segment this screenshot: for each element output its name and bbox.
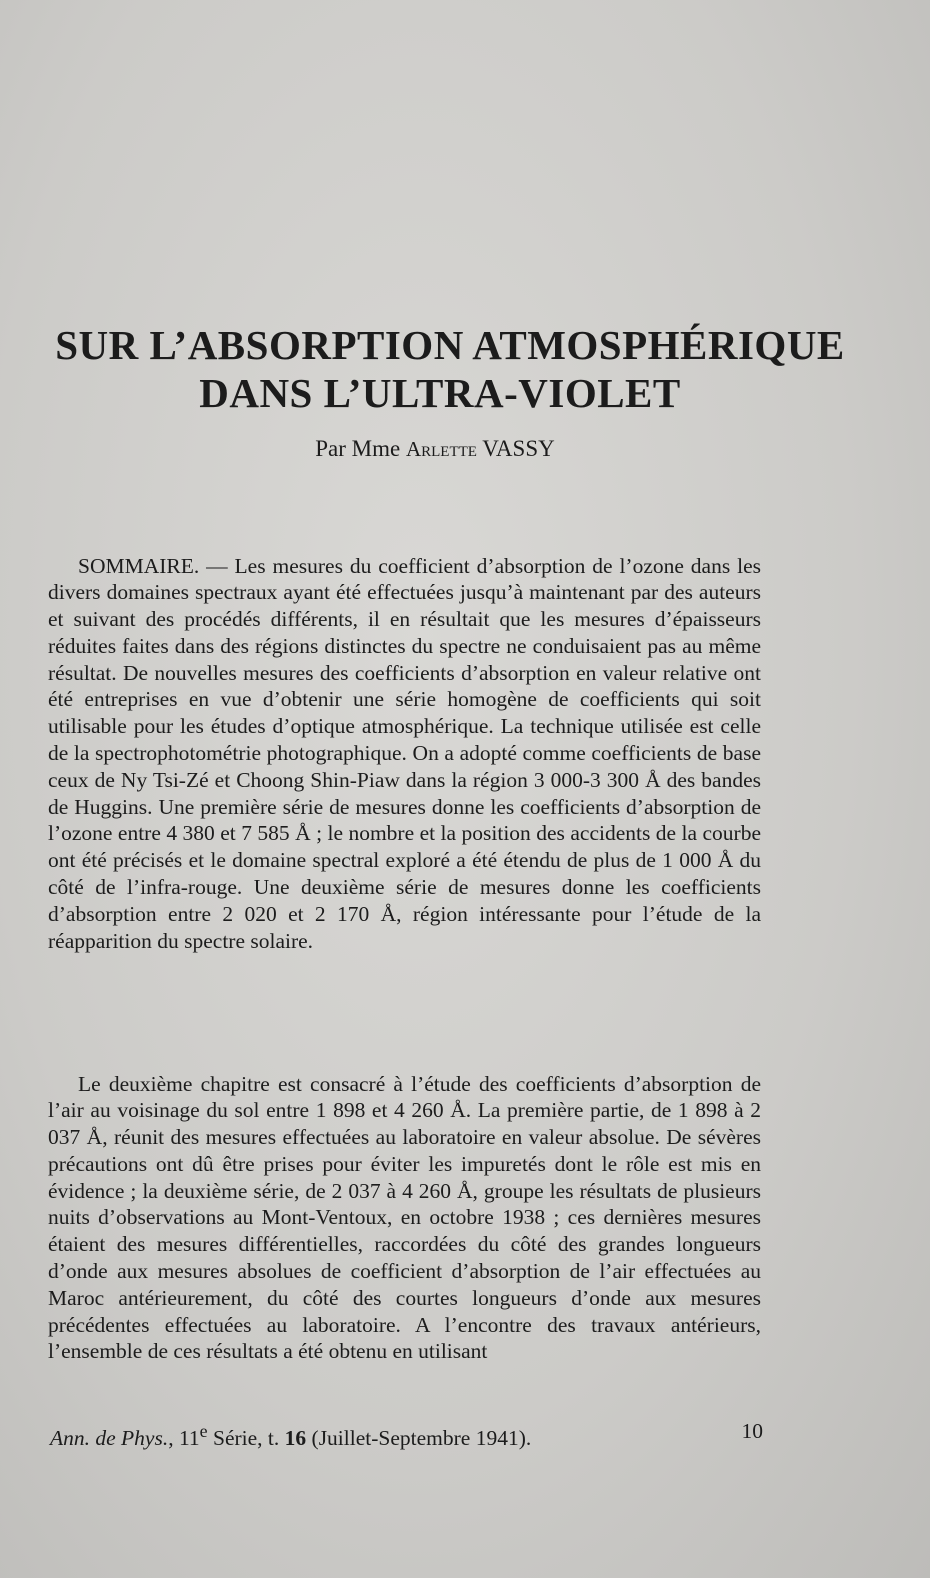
author-last-name: VASSY: [476, 436, 555, 461]
title-line-2: DANS L’ULTRA-VIOLET: [199, 370, 681, 416]
byline-prefix: Par Mme: [315, 436, 406, 461]
volume-number: 16: [284, 1426, 307, 1451]
author-first-name: Arlette: [405, 437, 477, 461]
byline: [0, 436, 900, 462]
journal-name: Ann. de Phys.: [50, 1426, 169, 1451]
sommaire-paragraph: SOMMAIRE. — Les mesures du coefficient d’absorption de l’ozone dans les divers domaines spectraux ayant été effectuées jusqu’à maintenant par des auteurs et suivant des procédés différents, il en résultait que les mesures d’épaisseurs réduites faites dans des régions distinctes du spectre ne conduisaient pas au même résultat. De nouvelles mesures des coefficients d’absorption en valeur relative ont été entreprises en vue d’obtenir une série homogène de coefficients qui soit utilisable pour les études d’optique atmosphérique. La technique utilisée est celle de la spectrophotométrie photographique. On a adopté comme coefficients de base ceux de Ny Tsi-Zé et Choong Shin-Piaw dans la région 3 000-3 300 Å des bandes de Huggins. Une première série de mesures donne les coefficients d’absorption de l’ozone entre 4 380 et 7 585 Å ; le nombre et la position des accidents de la courbe ont été précisés et le domaine spectral exploré a été étendu de plus de 1 000 Å du côté de l’infra-rouge. Une deuxième série de mesures donne les coefficients d’absorption entre 2 020 et 2 170 Å, région intéressante pour l’étude de la réapparition du spectre solaire.: [48, 553, 761, 953]
series-rest: Série, t.: [207, 1426, 285, 1451]
page-footer: [50, 1418, 763, 1451]
chapter-two-paragraph: Le deuxième chapitre est consacré à l’étude des coefficients d’absorption de l’air au voisinage du sol entre 1 898 et 4 260 Å. La première partie, de 1 898 à 2 037 Å, réunit des mesures effectuées au laboratoire en valeur absolue. De sévères précautions ont dû être prises pour éviter les impuretés dont le rôle est mis en évidence ; la deuxième série, de 2 037 à 4 260 Å, groupe les résultats de plusieurs nuits d’observations au Mont-Ventoux, en octobre 1938 ; ces dernières mesures étaient des mesures différentielles, raccordées du côté des grandes longueurs d’onde aux mesures absolues de coefficient d’absorption de l’air effectuées au Maroc antérieurement, du côté des courtes longueurs d’onde aux mesures précédentes effectuées au laboratoire. A l’encontre des travaux antérieurs, l’ensemble de ces résultats a été obtenu en utilisant: [48, 1071, 761, 1364]
publication-date: (Juillet-Septembre 1941).: [306, 1426, 532, 1451]
page-number: 10: [741, 1419, 763, 1443]
series-superscript: e: [199, 1421, 208, 1441]
title-line-1: SUR L’ABSORPTION ATMOSPHÉRIQUE: [55, 322, 845, 368]
series-prefix: , 11: [168, 1426, 200, 1451]
